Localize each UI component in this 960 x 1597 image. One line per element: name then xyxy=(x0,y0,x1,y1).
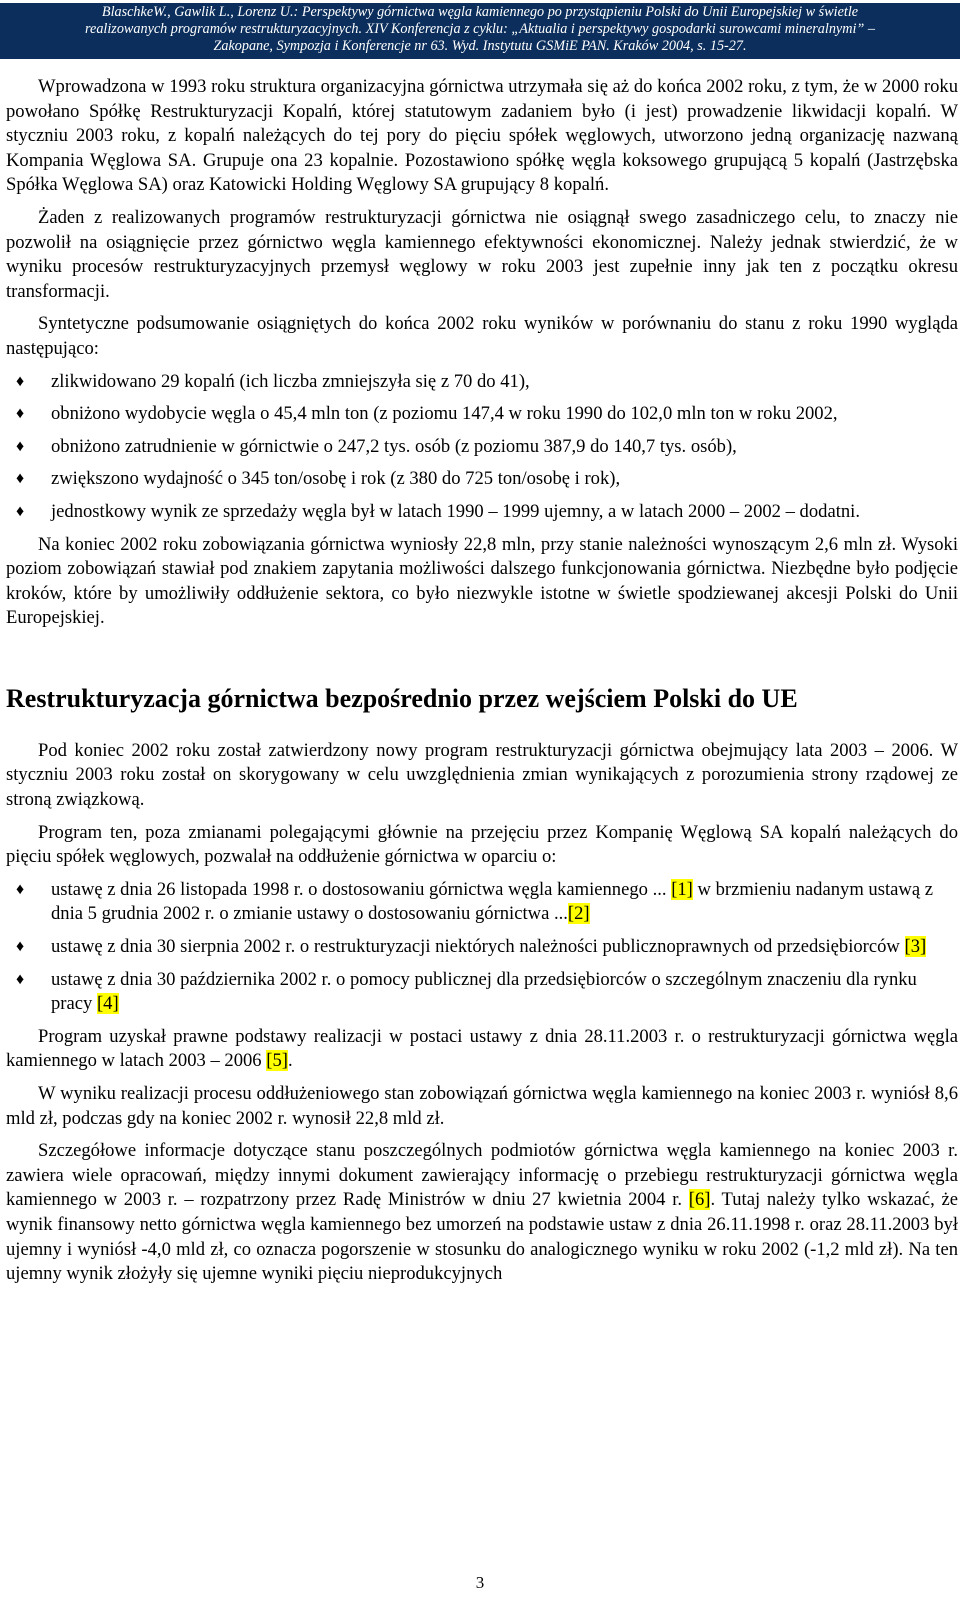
diamond-bullet-icon: ♦ xyxy=(16,938,25,956)
paragraph-debt-result: W wyniku realizacji procesu oddłużeniowego stan zobowiązań górnictwa węgla kamiennego na koniec 2003 r. wyniósł 8,6 mld zł, podczas gdy na koniec 2002 r. wynosił 22,8 mld zł. xyxy=(6,1083,958,1129)
list-item: ♦ obniżono zatrudnienie w górnictwie o 247,2 tys. osób (z poziomu 387,9 do 140,7 tys. osób), xyxy=(6,435,958,460)
list-item: ♦ ustawę z dnia 26 listopada 1998 r. o dostosowaniu górnictwa węgla kamiennego ... [1] w brzmieniu nadanym ustawą z dnia 5 grudnia 2002 r. o zmianie ustawy o dostosowaniu górnictwa ...[2] xyxy=(16,878,933,925)
diamond-bullet-icon: ♦ xyxy=(16,405,25,423)
diamond-bullet-icon: ♦ xyxy=(16,970,25,988)
list-item: ♦ obniżono wydobycie węgla o 45,4 mln ton (z poziomu 147,4 w roku 1990 do 102,0 mln ton w roku 2002, xyxy=(6,402,958,427)
diamond-bullet-icon: ♦ xyxy=(16,502,25,520)
paragraph-programs: Żaden z realizowanych programów restrukturyzacji górnictwa nie osiągnął swego zasadniczego celu, to znaczy nie pozwolił na osiągnięcie przez górnictwo węgla kamiennego efektywności ekonomicznej. Należy jednak stwierdzić, że w wyniku procesów restrukturyzacyjnych przemysł węglowy w roku 2003 jest zupełnie inny jak ten z początku okresu transformacji. xyxy=(6,206,958,302)
list-item: ♦ ustawę z dnia 30 października 2002 r. o pomocy publicznej dla przedsiębiorców o szczególnym znaczeniu dla rynku pracy [4] xyxy=(16,968,917,1015)
list-item: ♦ zlikwidowano 29 kopalń (ich liczba zmniejszyła się z 70 do 41), xyxy=(6,370,958,395)
reference-link[interactable]: [3] xyxy=(904,936,927,958)
paragraph-new-program: Pod koniec 2002 roku został zatwierdzony nowy program restrukturyzacji górnictwa obejmujący lata 2003 – 2006. W styczniu 2003 roku został on skorygowany w celu uwzględnienia zmian wynikających z porozumienia strony rządowej ze stroną związkową. xyxy=(6,739,958,811)
main-content xyxy=(6,75,958,1295)
list-item: ♦ zwiększono wydajność o 345 ton/osobę i rok (z 380 do 725 ton/osobę i rok), xyxy=(6,467,958,492)
list-item: ♦ jednostkowy wynik ze sprzedaży węgla był w latach 1990 – 1999 ujemny, a w latach 2000 – 2002 – dodatni. xyxy=(6,500,958,525)
citation-line-3: Zakopane, Sympozja i Konferencje nr 63. Wyd. Instytutu GSMiE PAN. Kraków 2004, s. 15-27. xyxy=(213,38,747,54)
paragraph-liabilities: Na koniec 2002 roku zobowiązania górnictwa wyniosły 22,8 mln, przy stanie należności wynoszącym 2,6 mln zł. Wysoki poziom zobowiązań stawiał pod znakiem zapytania możliwości dalszego funkcjonowania górnictwa. Niezbędne było podjęcie kroków, które by umożliwiły oddłużenie sektora, co było niezwykle istotne w świetle spodziewanej akcesji Polski do Unii Europejskiej. xyxy=(6,533,958,629)
reference-link[interactable]: [5] xyxy=(266,1050,288,1072)
paragraph-program-scope: Program ten, poza zmianami polegającymi głównie na przejęciu przez Kompanię Węglową SA kopalń należących do pięciu spółek węglowych, pozwalał na oddłużenie górnictwa w oparciu o: xyxy=(6,821,958,868)
list-item: ♦ ustawę z dnia 30 sierpnia 2002 r. o restrukturyzacji niektórych należności publicznoprawnych od przedsiębiorców [3] xyxy=(6,935,958,960)
paragraph-summary-intro: Syntetyczne podsumowanie osiągniętych do końca 2002 roku wyników w porównaniu do stanu z roku 1990 wygląda następująco: xyxy=(6,313,958,359)
reference-link[interactable]: [1] xyxy=(671,878,693,900)
citation-header xyxy=(0,3,960,59)
section-heading: Restrukturyzacja górnictwa bezpośrednio przez wejściem Polski do UE xyxy=(6,683,798,713)
page-number: 3 xyxy=(475,1573,485,1592)
results-bullet-list xyxy=(6,370,958,525)
paragraph-legal-basis: Program uzyskał prawne podstawy realizacji w postaci ustawy z dnia 28.11.2003 r. o restrukturyzacji górnictwa węgla kamiennego w latach 2003 – 2006 [5]. xyxy=(6,1025,958,1072)
reference-link[interactable]: [2] xyxy=(567,903,590,925)
legal-basis-bullet-list xyxy=(6,878,958,1017)
paragraph-organization: Wprowadzona w 1993 roku struktura organizacyjna górnictwa utrzymała się aż do końca 2002 roku, z tym, że w 2000 roku powołano Spółkę Restrukturyzacji Kopalń, której statutowym zadaniem było (i jest) prowadzenie likwidacji kopalń. W styczniu 2003 roku, z kopalń należących do tej pory do pięciu spółek węglowych, utworzono jedną organizację nazwaną Kompania Węglowa SA. Grupuje ona 23 kopalnie. Pozostawiono spółkę węgla koksowego grupującą 5 kopalń (Jastrzębska Spółka Węglowa SA) oraz Katowicki Holding Węglowy SA grupujący 8 kopalń. xyxy=(6,76,958,196)
reference-link[interactable]: [4] xyxy=(96,993,119,1015)
reference-link[interactable]: [6] xyxy=(688,1189,711,1211)
diamond-bullet-icon: ♦ xyxy=(16,880,25,898)
citation-line-1: BlaschkeW., Gawlik L., Lorenz U.: Perspektywy górnictwa węgla kamiennego po przystąpieniu Polski do Unii Europejskiej w świetle xyxy=(101,4,859,20)
diamond-bullet-icon: ♦ xyxy=(16,437,25,455)
diamond-bullet-icon: ♦ xyxy=(16,470,25,488)
citation-line-2: realizowanych programów restrukturyzacyjnych. XIV Konferencja z cyklu: „Aktualia i perspektywy gospodarki surowcami mineralnymi” – xyxy=(85,21,875,37)
diamond-bullet-icon: ♦ xyxy=(16,372,25,390)
paragraph-detailed-info: Szczegółowe informacje dotyczące stanu poszczególnych podmiotów górnictwa węgla kamiennego na koniec 2003 r. zawiera wiele opracowań, między innymi dokument zawierający informację o przebiegu restrukturyzacji górnictwa węgla kamiennego w 2003 r. – rozpatrzony przez Radę Ministrów w dniu 27 kwietnia 2004 r. [6]. Tutaj należy tylko wskazać, że wynik finansowy netto górnictwa węgla kamiennego bez umorzeń na podstawie ustaw z dnia 26.11.1998 r. oraz 28.11.2003 był ujemny i wyniósł -4,0 mld zł, co oznacza pogorszenie w stosunku do analogicznego wyniku w roku 2002 (-1,2 mld zł). Na ten ujemny wynik złożyły się ujemne wyniki pięciu nieprodukcyjnych xyxy=(6,1140,958,1285)
